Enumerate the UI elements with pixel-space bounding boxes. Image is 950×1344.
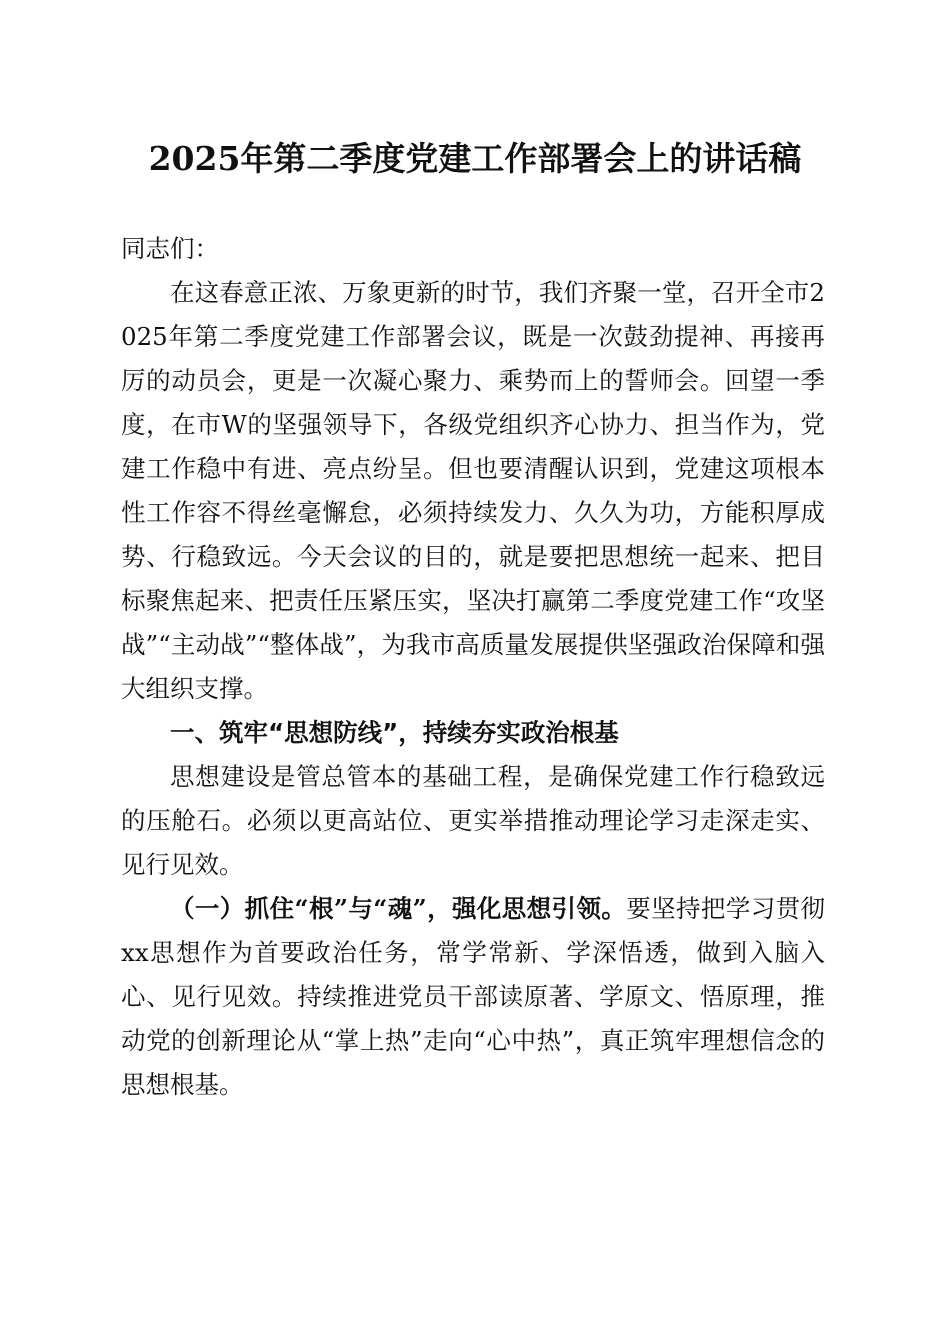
section-1-intro-paragraph: 思想建设是管总管本的基础工程，是确保党建工作行稳致远的压舱石。必须以更高站位、更实举措推动理论学习走深走实、见行见效。 (121, 762, 825, 879)
salutation: 同志们： (121, 234, 219, 263)
subsection-1-paragraph (121, 887, 825, 1107)
document-title: 2025年第二季度党建工作部署会上的讲话稿 (148, 139, 802, 178)
subsection-1-text: 要坚持把学习贯彻xx思想作为首要政治任务，常学常新、学深悟透，做到入脑入心、见行见效。持续推进党员干部读原著、学原文、悟原理，推动党的创新理论从“掌上热”走向“心中热”，真正筑牢理想信念的思想根基。 (121, 894, 826, 1099)
section-heading-1: 一、筑牢“思想防线”，持续夯实政治根基 (170, 718, 619, 747)
subsection-1-lead: （一）抓住“根”与“魂”，强化思想引领。 (170, 894, 627, 923)
document-body (121, 227, 825, 1107)
opening-paragraph: 在这春意正浓、万象更新的时节，我们齐聚一堂，召开全市2025年第二季度党建工作部署会议，既是一次鼓劲提神、再接再厉的动员会，更是一次凝心聚力、乘势而上的誓师会。回望一季度，在市W的坚强领导下，各级党组织齐心协力、担当作为，党建工作稳中有进、亮点纷呈。但也要清醒认识到，党建这项根本性工作容不得丝毫懈怠，必须持续发力、久久为功，方能积厚成势、行稳致远。今天会议的目的，就是要把思想统一起来、把目标聚焦起来、把责任压紧压实，坚决打赢第二季度党建工作“攻坚战”“主动战”“整体战”，为我市高质量发展提供坚强政治保障和强大组织支撑。 (121, 278, 825, 703)
